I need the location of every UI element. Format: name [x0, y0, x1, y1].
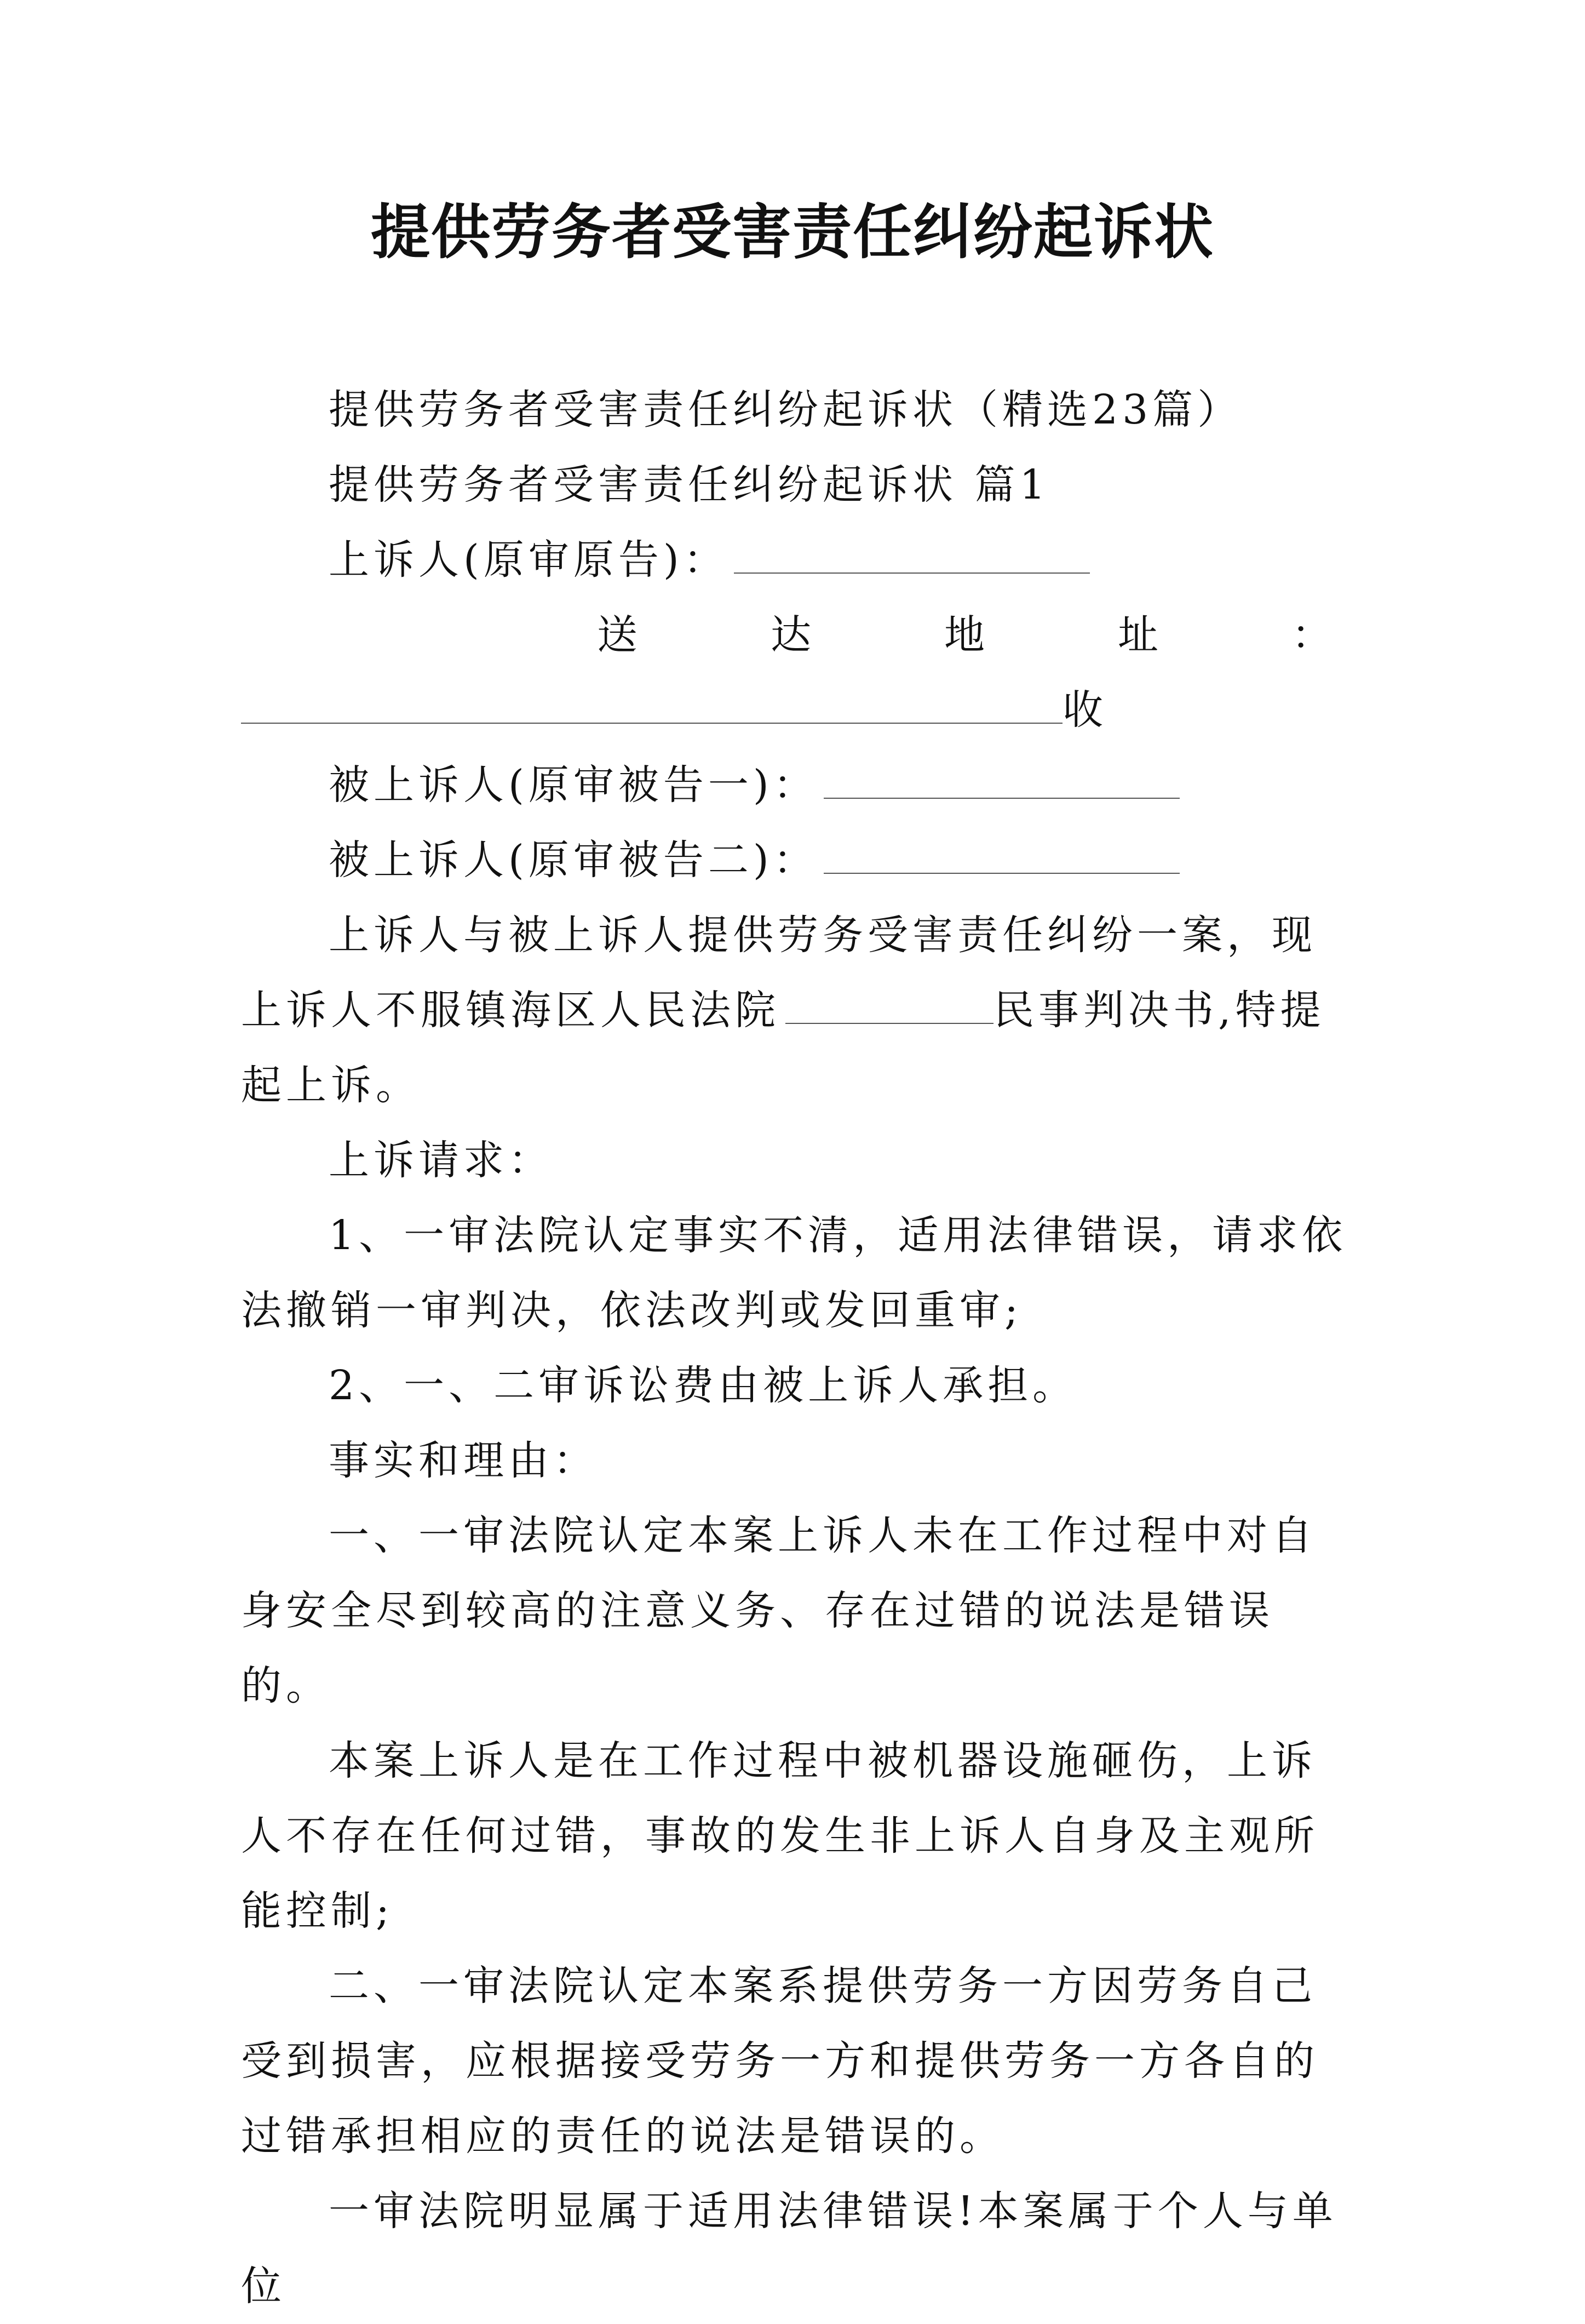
- reason-1: 一、一审法院认定本案上诉人未在工作过程中对自身安全尽到较高的注意义务、存在过错的说法是错误的。: [241, 1512, 1317, 1709]
- facts-heading: 事实和理由：: [329, 1437, 598, 1484]
- appellee1-label: 被上诉人(原审被告一)：: [329, 762, 818, 809]
- reason-1-detail: 本案上诉人是在工作过程中被机器设施砸伤，上诉人不存在任何过错，事故的发生非上诉人自身及主观所能控制;: [241, 1737, 1319, 1934]
- intro-part1: 上诉人与被上诉人提供劳务受害责任纠纷一案，现上诉人不服镇海区人民法院: [241, 912, 1317, 1034]
- judgment-blank: [785, 990, 994, 1024]
- appellant-blank: [734, 540, 1090, 574]
- appellee1-blank: [824, 765, 1180, 799]
- request-2: 2、一、二审诉讼费由被上诉人承担。: [329, 1362, 1078, 1409]
- address-char-2: 达: [771, 611, 816, 659]
- subtitle: 提供劳务者受害责任纠纷起诉状（精选23篇）: [329, 386, 1243, 433]
- reason-2-detail: 一审法院明显属于适用法律错误!本案属于个人与单位: [241, 2188, 1337, 2310]
- address-suffix: 收: [1063, 686, 1107, 734]
- document-title: 提供劳务者受害责任纠纷起诉状: [370, 198, 1214, 267]
- appellee2-line: [241, 823, 1347, 898]
- address-blank: [241, 690, 1063, 724]
- document-body: [241, 373, 1347, 2324]
- appellee2-label: 被上诉人(原审被告二)：: [329, 837, 818, 884]
- appellee1-line: [241, 748, 1347, 823]
- address-char-3: 地: [944, 611, 989, 659]
- address-char-4: 址: [1118, 611, 1163, 659]
- appellant-line: [241, 523, 1347, 598]
- intro-paragraph: [241, 898, 1347, 1123]
- appellee2-blank: [824, 840, 1180, 874]
- request-1: 1、一审法院认定事实不清，适用法律错误，请求依法撤销一审判决，依法改判或发回重审;: [241, 1212, 1347, 1334]
- intro-part2: 民事判决书,特提起上诉。: [241, 987, 1325, 1109]
- address-blank-line: [241, 673, 1347, 748]
- request-heading: 上诉请求：: [329, 1137, 553, 1184]
- address-line: [241, 598, 1347, 673]
- section-heading: 提供劳务者受害责任纠纷起诉状 篇1: [329, 461, 1050, 508]
- address-char-5: ：: [1291, 611, 1336, 659]
- appellant-label: 上诉人(原审原告)：: [329, 536, 728, 583]
- reason-2: 二、一审法院认定本案系提供劳务一方因劳务自己受到损害，应根据接受劳务一方和提供劳务一方各自的过错承担相应的责任的说法是错误的。: [241, 1962, 1319, 2160]
- address-char-1: 送: [597, 611, 642, 659]
